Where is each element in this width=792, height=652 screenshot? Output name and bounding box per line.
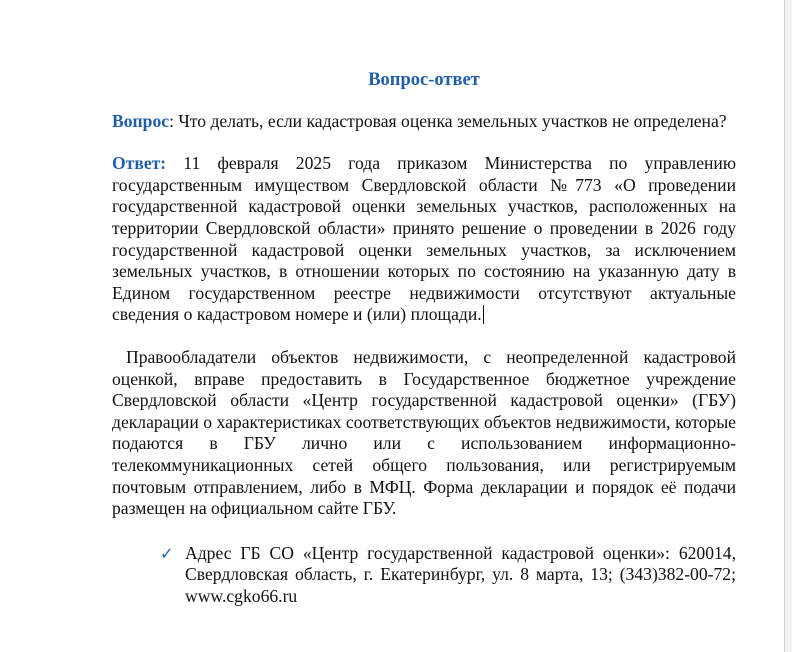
list-item bbox=[112, 543, 736, 608]
document-title: Вопрос-ответ bbox=[368, 70, 480, 90]
address-list bbox=[112, 543, 736, 608]
answer-paragraph bbox=[112, 153, 736, 326]
question-separator: : bbox=[169, 110, 174, 131]
answer-text: 11 февраля 2025 года приказом Министерства по управлению государственным имуществом Свердловской области №773 «О проведении государственной кадастровой оценки земельных участков, расположенных на территории Свердловской области» принято решение о проведении в 2026 году государственной кадастровой оценки земельных участков, за исключением земельных участков, в отношении которых по состоянию на указанную дату в Едином государственном реестре недвижимости отсутствуют актуальные сведения о кадастровом номере и (или) площади. bbox=[112, 153, 736, 325]
document-body bbox=[112, 70, 736, 607]
question-paragraph bbox=[112, 111, 736, 133]
body-paragraph: Правообладатели объектов недвижимости, с неопределенной кадастровой оценкой, вправе предоставить в Государственное бюджетное учреждение Свердловской области «Центр государственной кадастровой оценки» (ГБУ) декларации о характеристиках соответствующих объектов недвижимости, которые подаются в ГБУ лично или с использованием информационно-телекоммуникационных сетей общего пользования, или регистрируемым почтовым отправлением, либо в МФЦ. Форма декларации и порядок её подачи размещен на официальном сайте ГБУ. bbox=[112, 346, 736, 519]
window-edge bbox=[784, 0, 792, 652]
text-cursor bbox=[483, 305, 484, 324]
checkmark-icon: ✓ bbox=[160, 543, 174, 563]
question-label: Вопрос bbox=[112, 110, 170, 131]
question-text: Что делать, если кадастровая оценка земельных участков не определена? bbox=[173, 110, 727, 131]
answer-label: Ответ: bbox=[112, 153, 167, 174]
address-text: Адрес ГБ СО «Центр государственной кадастровой оценки»: 620014, Свердловская область, г. Екатеринбург, ул. 8 марта, 13; (343)382-00-72; www.cgko66.ru bbox=[185, 542, 736, 606]
